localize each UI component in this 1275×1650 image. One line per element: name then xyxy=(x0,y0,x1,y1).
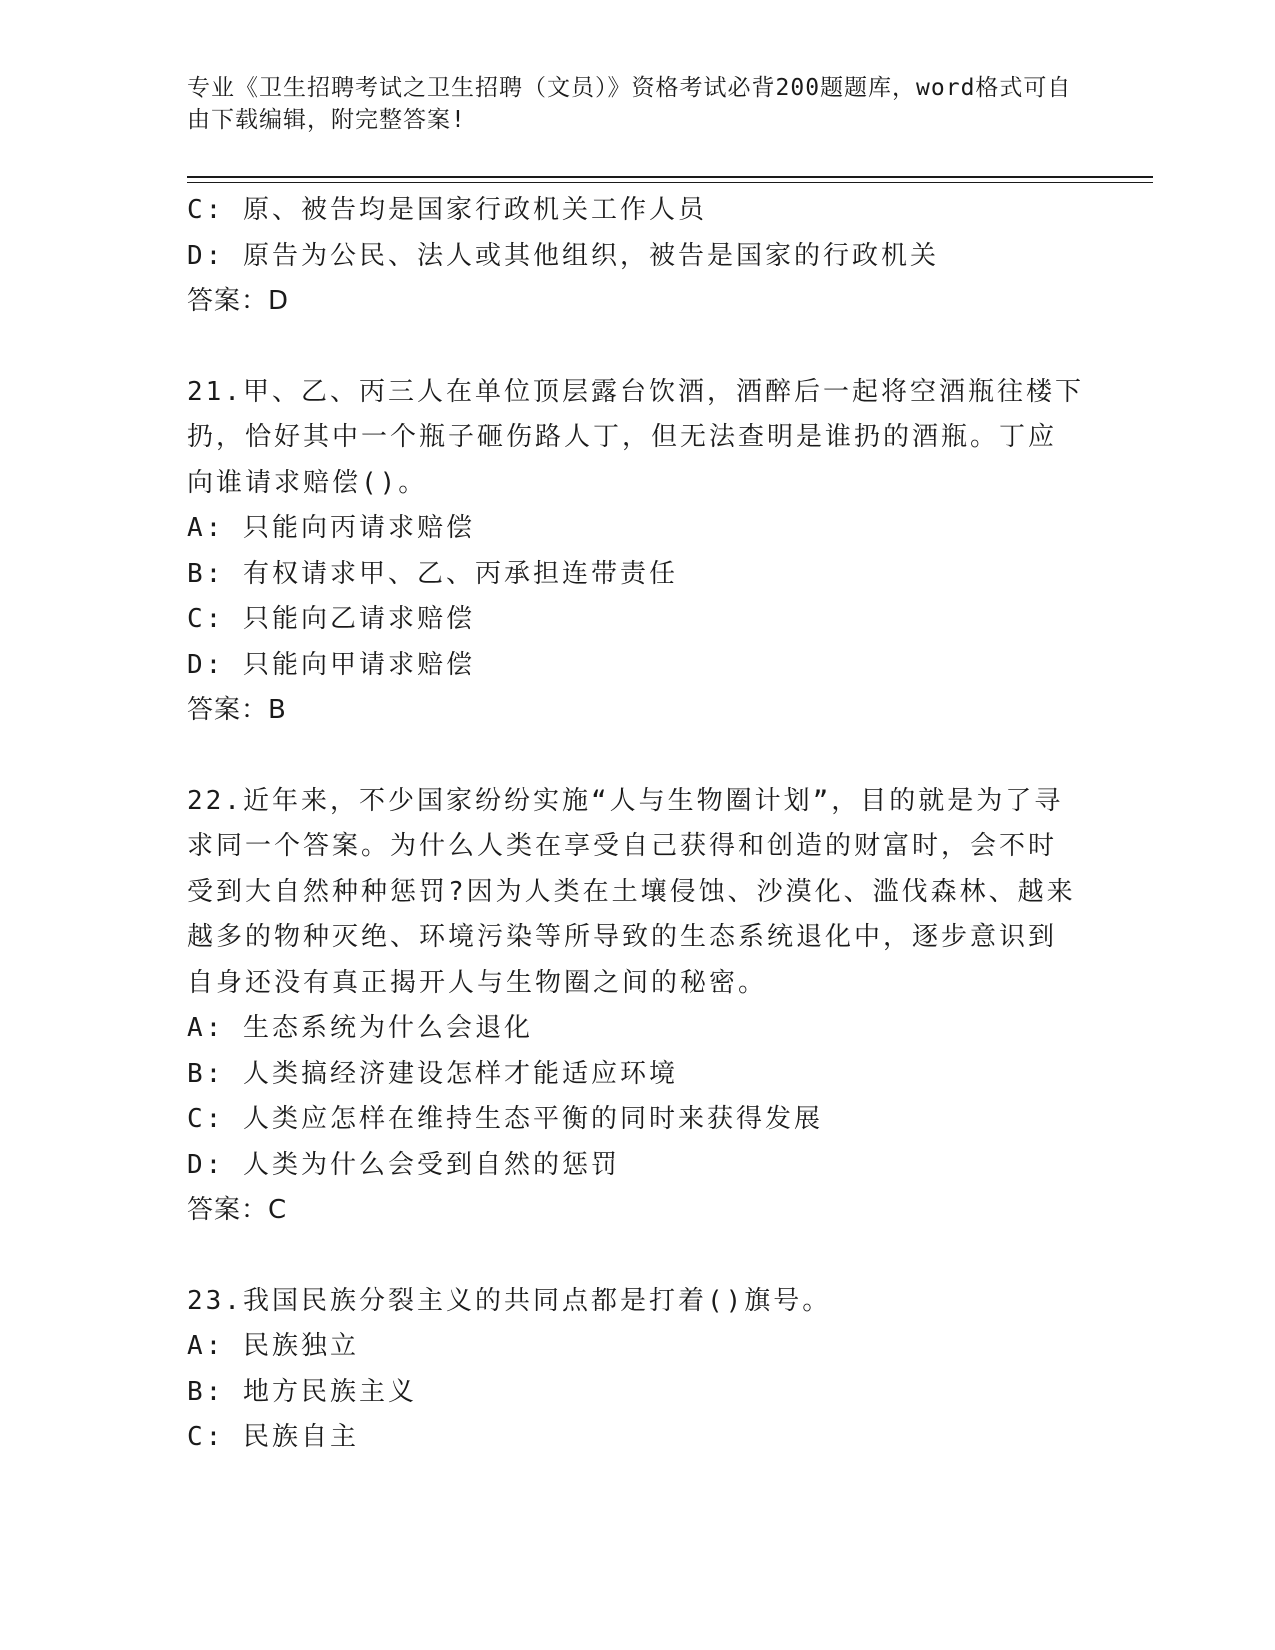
question-20 xyxy=(187,188,1067,325)
option-a: A: 生态系统为什么会退化 xyxy=(187,1013,533,1043)
answer-label: 答案：D xyxy=(187,286,290,316)
question-stem-line: 自身还没有真正揭开人与生物圈之间的秘密。 xyxy=(187,967,768,998)
option-d: D: 只能向甲请求赔偿 xyxy=(187,649,475,680)
answer-label: 答案：B xyxy=(187,695,287,725)
question-stem-line: 越多的物种灭绝、环境污染等所导致的生态系统退化中，逐步意识到 xyxy=(187,922,1058,952)
question-stem-line: 22.近年来，不少国家纷纷实施“人与生物圈计划”，目的就是为了寻 xyxy=(187,785,1064,816)
question-list xyxy=(187,188,1084,1461)
option-d: D: 原告为公民、法人或其他组织，被告是国家的行政机关 xyxy=(187,240,939,271)
option-c: C: 只能向乙请求赔偿 xyxy=(187,604,475,634)
option-c: C: 原、被告均是国家行政机关工作人员 xyxy=(187,195,707,225)
question-22 xyxy=(187,779,1076,1234)
option-b: B: 人类搞经济建设怎样才能适应环境 xyxy=(187,1058,678,1089)
option-c: C: 人类应怎样在维持生态平衡的同时来获得发展 xyxy=(187,1104,823,1134)
question-stem-line: 受到大自然种种惩罚?因为人类在土壤侵蚀、沙漠化、滥伐森林、越来 xyxy=(187,876,1076,907)
option-c: C: 民族自主 xyxy=(187,1422,359,1452)
spacer xyxy=(187,1234,1067,1279)
option-a: A: 民族独立 xyxy=(187,1331,359,1361)
option-d: D: 人类为什么会受到自然的惩罚 xyxy=(187,1149,620,1180)
option-b: B: 地方民族主义 xyxy=(187,1376,417,1407)
question-stem-line: 向谁请求赔偿()。 xyxy=(187,467,428,498)
header-rule-thin xyxy=(187,182,1153,183)
header-rule-thick xyxy=(187,176,1153,178)
question-stem-line: 求同一个答案。为什么人类在享受自己获得和创造的财富时，会不时 xyxy=(187,831,1058,861)
question-stem-line: 21.甲、乙、丙三人在单位顶层露台饮酒，酒醉后一起将空酒瓶往楼下 xyxy=(187,376,1084,407)
spacer xyxy=(187,325,1067,370)
question-stem-line: 扔，恰好其中一个瓶子砸伤路人丁，但无法查明是谁扔的酒瓶。丁应 xyxy=(187,422,1058,452)
question-21 xyxy=(187,370,1084,734)
question-stem-line: 23.我国民族分裂主义的共同点都是打着()旗号。 xyxy=(187,1285,832,1316)
answer-label: 答案：C xyxy=(187,1195,288,1225)
option-b: B: 有权请求甲、乙、丙承担连带责任 xyxy=(187,558,678,589)
question-23 xyxy=(187,1279,1067,1461)
spacer xyxy=(187,734,1067,779)
header-title: 专业《卫生招聘考试之卫生招聘（文员）》资格考试必背200题题库，word格式可自由下载编辑，附完整答案! xyxy=(187,75,1072,133)
document-header xyxy=(187,72,1087,136)
option-a: A: 只能向丙请求赔偿 xyxy=(187,513,475,543)
